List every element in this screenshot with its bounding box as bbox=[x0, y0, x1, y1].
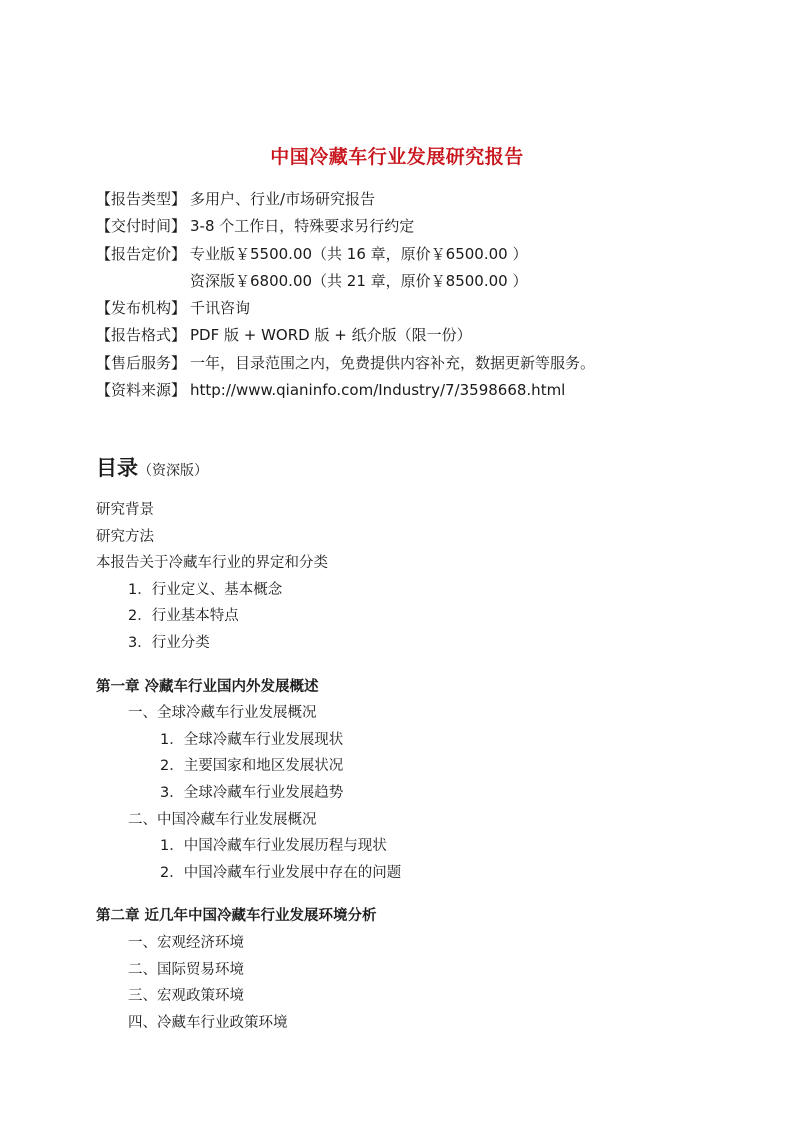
info-row-price-senior bbox=[96, 268, 595, 295]
info-row-type bbox=[96, 186, 595, 213]
info-row-service bbox=[96, 350, 595, 377]
toc-section: 一、全球冷藏车行业发展概况 bbox=[128, 705, 317, 722]
report-info bbox=[96, 186, 595, 404]
toc-section: 二、中国冷藏车行业发展概况 bbox=[128, 811, 317, 828]
toc-subsection: 2．中国冷藏车行业发展中存在的问题 bbox=[160, 864, 402, 881]
toc-heading-title: 目录 bbox=[96, 456, 138, 480]
toc-chapter-1: 第一章 冷藏车行业国内外发展概述 bbox=[96, 678, 319, 695]
info-label: 【报告定价】 bbox=[96, 244, 187, 263]
info-label: 【交付时间】 bbox=[96, 217, 187, 236]
info-value: 专业版￥5500.00（共 16 章，原价￥6500.00 ） bbox=[190, 244, 528, 263]
info-row-format bbox=[96, 322, 595, 349]
info-value: 千讯咨询 bbox=[190, 299, 251, 318]
info-label: 【报告格式】 bbox=[96, 326, 187, 345]
toc-chapter-2: 第二章 近几年中国冷藏车行业发展环境分析 bbox=[96, 908, 377, 925]
info-value: 3-8 个工作日，特殊要求另行约定 bbox=[190, 217, 415, 236]
table-of-contents bbox=[96, 497, 401, 1036]
source-link[interactable]: http://www.qianinfo.com/Industry/7/3598668.html bbox=[190, 381, 566, 400]
toc-item: 本报告关于冷藏车行业的界定和分类 bbox=[96, 555, 328, 572]
toc-item: 研究方法 bbox=[96, 528, 154, 545]
toc-subitem: 2．行业基本特点 bbox=[128, 608, 239, 625]
toc-section: 二、国际贸易环境 bbox=[128, 961, 244, 978]
toc-heading-note: （资深版） bbox=[138, 463, 208, 479]
info-row-source bbox=[96, 377, 595, 404]
spacer bbox=[96, 657, 401, 674]
spacer bbox=[96, 886, 401, 903]
info-row-publisher bbox=[96, 295, 595, 322]
toc-item: 研究背景 bbox=[96, 502, 154, 518]
toc-subsection: 1．中国冷藏车行业发展历程与现状 bbox=[160, 838, 387, 855]
toc-subsection: 3．全球冷藏车行业发展趋势 bbox=[160, 784, 344, 801]
info-label: 【发布机构】 bbox=[96, 299, 187, 318]
toc-subsection: 2．主要国家和地区发展状况 bbox=[160, 758, 344, 775]
info-row-delivery bbox=[96, 213, 595, 240]
toc-subitem: 1．行业定义、基本概念 bbox=[128, 581, 283, 598]
toc-section: 四、冷藏车行业政策环境 bbox=[128, 1014, 288, 1031]
toc-section: 一、宏观经济环境 bbox=[128, 934, 244, 951]
toc-section: 三、宏观政策环境 bbox=[128, 988, 244, 1005]
toc-subitem: 3．行业分类 bbox=[128, 634, 210, 651]
toc-subsection: 1．全球冷藏车行业发展现状 bbox=[160, 731, 344, 748]
report-title: 中国冷藏车行业发展研究报告 bbox=[270, 146, 524, 168]
info-value: 资深版￥6800.00（共 21 章，原价￥8500.00 ） bbox=[190, 271, 528, 290]
info-value: 多用户、行业/市场研究报告 bbox=[190, 190, 376, 208]
info-value: PDF 版 + WORD 版 + 纸介版（限一份） bbox=[190, 326, 472, 345]
info-row-price bbox=[96, 241, 595, 268]
toc-heading bbox=[96, 452, 208, 482]
info-label: 【报告类型】 bbox=[96, 190, 187, 208]
info-value: 一年，目录范围之内，免费提供内容补充，数据更新等服务。 bbox=[190, 353, 596, 372]
info-label: 【售后服务】 bbox=[96, 353, 187, 372]
info-label: 【资料来源】 bbox=[96, 381, 187, 400]
